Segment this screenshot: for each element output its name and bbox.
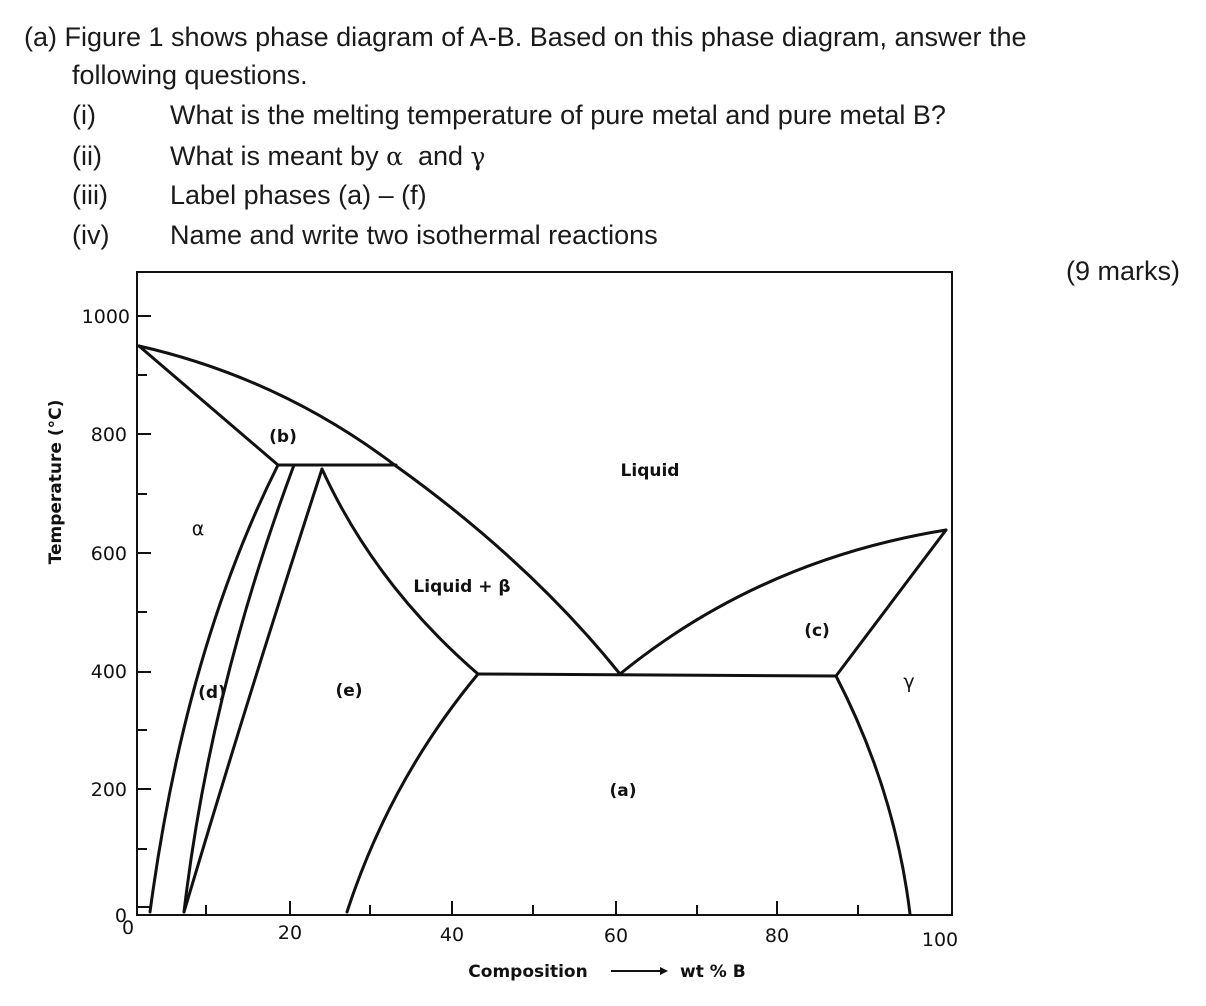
y-tick-label: 400 <box>90 661 127 683</box>
question-text: What is the melting temperature of pure metal and pure metal B? <box>170 100 946 130</box>
y-tick-labels <box>82 306 130 927</box>
question-text-part: What is meant by <box>170 141 387 171</box>
x-tick-label: 60 <box>603 925 629 947</box>
liquidus-left <box>139 346 620 674</box>
y-tick-label: 1000 <box>81 306 130 328</box>
x-axis-title-left: Composition <box>468 962 588 982</box>
x-tick-label: 100 <box>921 929 959 951</box>
x-axis-title-right: wt % B <box>680 962 746 982</box>
arrow-icon <box>611 967 668 975</box>
question-text: Name and write two isothermal reactions <box>170 220 658 250</box>
question-text: Label phases (a) – (f) <box>170 180 427 210</box>
x-tick-labels <box>122 917 958 951</box>
question-number: (iii) <box>72 180 108 210</box>
liquidus-right <box>620 530 946 674</box>
region-label-d: (d) <box>198 683 226 703</box>
region-label-alpha: α <box>191 518 205 540</box>
solvus-beta <box>347 674 478 912</box>
x-tick-label: 80 <box>764 925 790 947</box>
solvus-gamma <box>836 676 910 914</box>
question-text-part: and <box>402 141 471 171</box>
eutectic-isotherm <box>478 674 836 676</box>
gamma-symbol: γ <box>470 142 486 171</box>
x-tick-label: 20 <box>277 922 303 944</box>
y-tick-label: 200 <box>90 779 127 801</box>
question-number: (ii) <box>72 141 102 171</box>
question-intro-line1: (a) Figure 1 shows phase diagram of A-B. Based on this phase diagram, answer the <box>24 22 1027 52</box>
diagram-frame <box>137 272 952 915</box>
region-label-liquid-beta: Liquid + β <box>413 577 511 597</box>
alpha-symbol: α <box>386 142 403 171</box>
marks-label: (9 marks) <box>1066 256 1180 286</box>
y-tick-label: 0 <box>114 905 127 927</box>
question-intro-line2: following questions. <box>72 60 308 90</box>
y-axis-ticks <box>137 316 151 907</box>
region-label-a: (a) <box>609 781 637 801</box>
y-tick-label: 600 <box>90 543 127 565</box>
x-tick-label: 0 <box>121 917 135 939</box>
question-number: (i) <box>72 100 96 130</box>
region-label-e: (e) <box>335 681 363 701</box>
region-label-gamma: γ <box>903 671 915 693</box>
region-label-b: (b) <box>269 427 297 447</box>
x-axis-ticks <box>206 901 858 915</box>
y-axis-title: Temperature (°C) <box>46 399 66 565</box>
question-number: (iv) <box>72 220 110 250</box>
region-label-liquid: Liquid <box>620 461 680 481</box>
region-label-c: (c) <box>804 621 830 641</box>
beta-boundary-upper <box>322 469 478 674</box>
y-tick-label: 800 <box>90 424 127 446</box>
x-tick-label: 40 <box>439 924 465 946</box>
solidus-alpha <box>139 346 278 465</box>
